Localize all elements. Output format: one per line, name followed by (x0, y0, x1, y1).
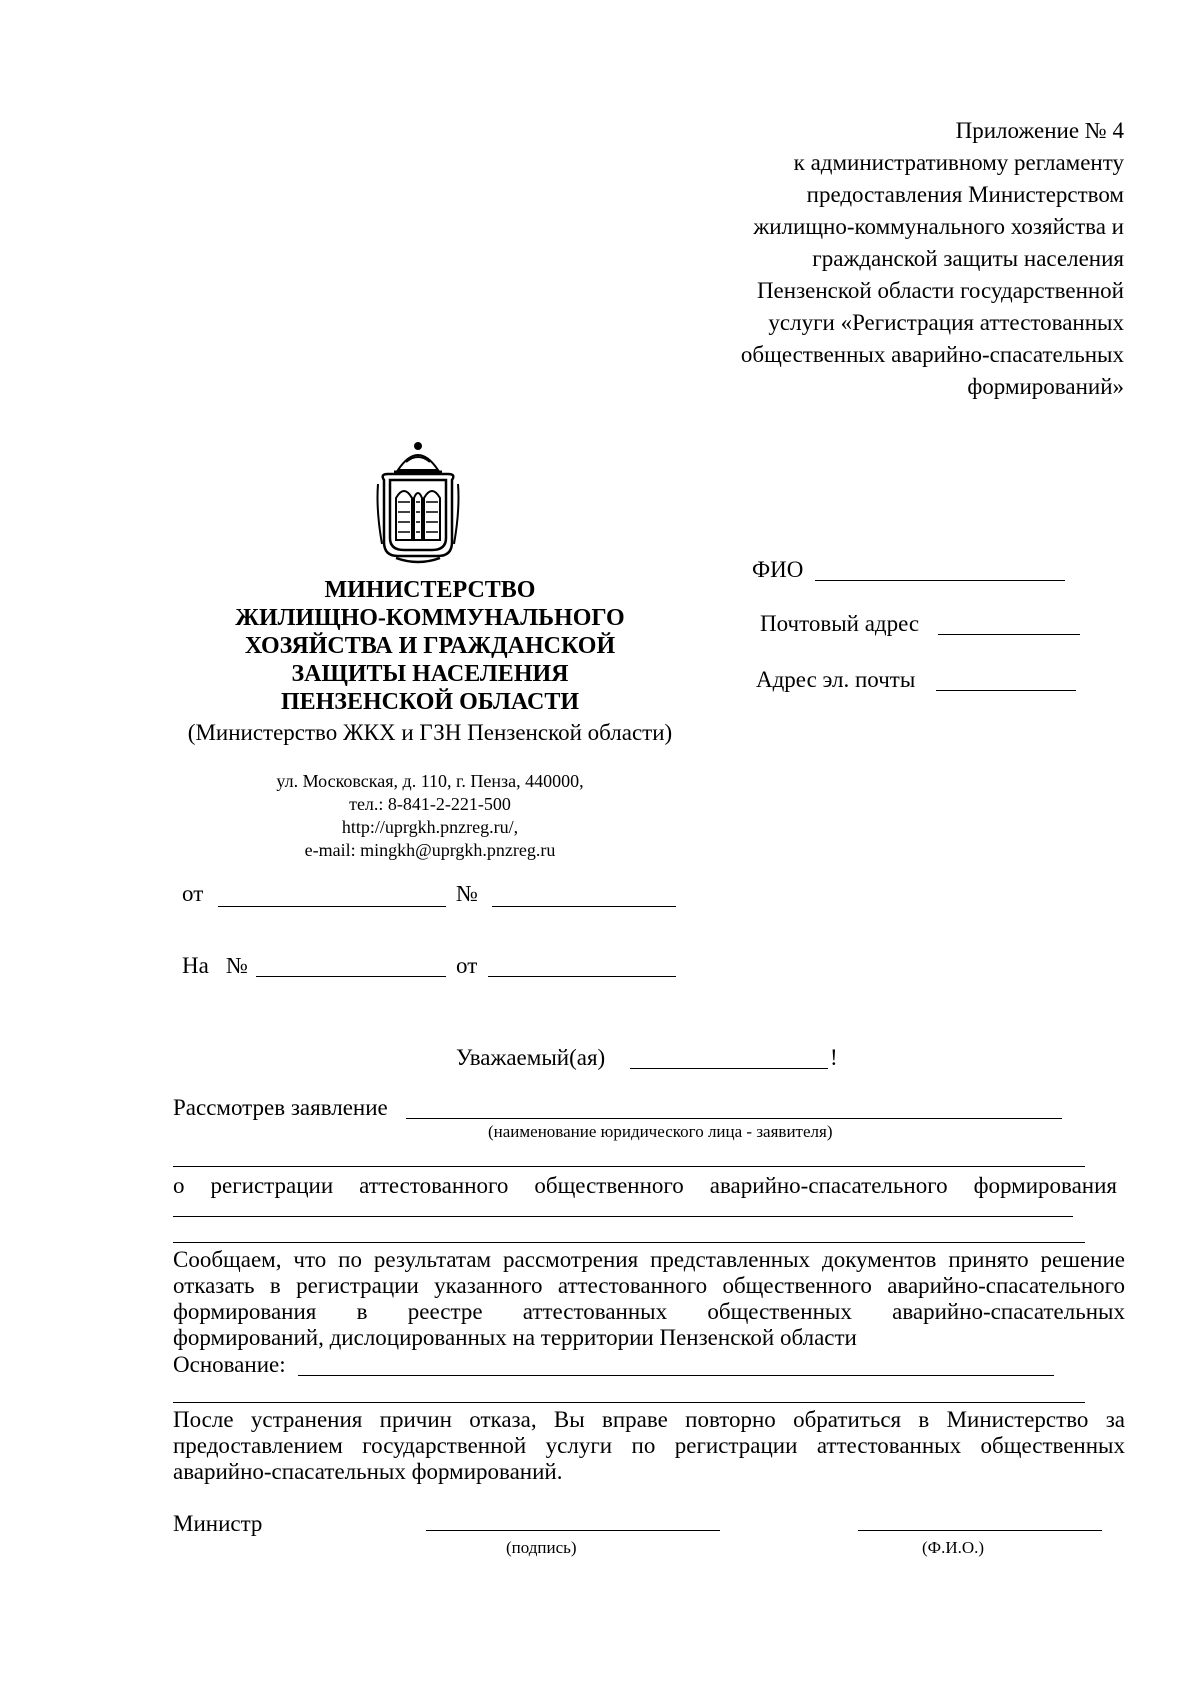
paragraph-line: Сообщаем, что по результатам рассмотрения представленных документов принято решение (173, 1247, 1125, 1272)
addressee-name-field[interactable] (630, 1068, 828, 1069)
subject-field-line[interactable] (173, 1216, 1073, 1217)
paragraph-line: аварийно-спасательных формирований. (173, 1459, 563, 1484)
signature-hint: (подпись) (506, 1538, 577, 1557)
minister-fio-hint: (Ф.И.О.) (922, 1538, 985, 1557)
applicant-name-field-continued[interactable] (173, 1166, 1085, 1167)
appendix-line: общественных аварийно-спасательных (740, 342, 1124, 367)
paragraph-line: формирования в реестре аттестованных общественных аварийно-спасательных (173, 1299, 1125, 1324)
contact-phone: тел.: 8-841-2-221-500 (349, 794, 511, 814)
subject-word: аттестованного (359, 1173, 509, 1198)
considered-application-label: Рассмотрев заявление (173, 1095, 388, 1120)
fio-field[interactable] (815, 580, 1065, 581)
subject-word: о (173, 1173, 185, 1198)
basis-label: Основание: (173, 1352, 286, 1377)
appendix-line: предоставления Министерством (806, 182, 1124, 207)
email-address-label: Адрес эл. почты (756, 667, 916, 692)
reply-to-number-field[interactable] (256, 976, 446, 977)
appendix-header (640, 115, 1124, 403)
ministry-name-line: ЖИЛИЩНО-КОММУНАЛЬНОГО (235, 605, 625, 631)
ministry-contacts (160, 770, 700, 862)
ministry-short-name: (Министерство ЖКХ и ГЗН Пензенской области) (187, 720, 673, 745)
ministry-name-line: ЗАЩИТЫ НАСЕЛЕНИЯ (291, 661, 569, 687)
greeting-label: Уважаемый(ая) (456, 1045, 606, 1070)
appendix-line: к административному регламенту (793, 150, 1124, 175)
contact-website: http://uprgkh.pnzreg.ru/, (341, 817, 519, 837)
basis-field-continued[interactable] (173, 1402, 1085, 1403)
basis-field[interactable] (298, 1375, 1054, 1376)
applicant-name-field[interactable] (406, 1118, 1062, 1119)
paragraph-line: После устранения причин отказа, Вы вправе повторно обратиться в Министерство за (173, 1407, 1125, 1432)
appendix-line: Пензенской области государственной (756, 278, 1124, 303)
applicant-name-hint: (наименование юридического лица - заявителя) (488, 1122, 833, 1141)
reapply-paragraph (173, 1407, 1125, 1485)
subject-word: формирования (973, 1173, 1117, 1198)
reply-to-label: На (182, 953, 209, 978)
ministry-name-line: ПЕНЗЕНСКОЙ ОБЛАСТИ (280, 689, 580, 715)
contact-email: e-mail: mingkh@uprgkh.pnzreg.ru (304, 840, 556, 860)
outgoing-number-field[interactable] (492, 906, 676, 907)
minister-fio-field[interactable] (858, 1530, 1102, 1531)
postal-address-field[interactable] (938, 634, 1080, 635)
postal-address-label: Почтовый адрес (760, 611, 920, 636)
paragraph-line: предоставлением государственной услуги по регистрации аттестованных общественных (173, 1433, 1125, 1458)
reply-to-number-label: № (226, 953, 248, 978)
appendix-line: гражданской защиты населения (812, 246, 1124, 271)
appendix-line: формирований» (967, 374, 1124, 399)
fio-label: ФИО (752, 557, 804, 582)
reply-to-date-label: от (456, 953, 478, 978)
subject-field-line[interactable] (173, 1242, 1085, 1243)
subject-word: регистрации (210, 1173, 334, 1198)
appendix-line: услуги «Регистрация аттестованных (768, 310, 1124, 335)
appendix-line: жилищно-коммунального хозяйства и (753, 214, 1124, 239)
signature-field[interactable] (426, 1530, 720, 1531)
refusal-paragraph (173, 1247, 1125, 1351)
registration-subject-line (173, 1172, 1117, 1199)
subject-word: общественного (534, 1173, 684, 1198)
subject-word: аварийно-спасательного (709, 1173, 948, 1198)
appendix-line: Приложение № 4 (955, 118, 1124, 143)
ministry-name-line: МИНИСТЕРСТВО (324, 577, 536, 603)
reply-to-date-field[interactable] (488, 976, 676, 977)
coat-of-arms-emblem (376, 440, 460, 566)
ministry-block (160, 576, 700, 748)
outgoing-number-label: № (456, 881, 478, 906)
contact-address: ул. Московская, д. 110, г. Пенза, 440000, (276, 771, 584, 791)
greeting-exclamation: ! (830, 1045, 838, 1070)
paragraph-line: формирований, дислоцированных на территории Пензенской области (173, 1325, 857, 1350)
outgoing-date-label: от (182, 881, 204, 906)
minister-label: Министр (173, 1511, 263, 1536)
paragraph-line: отказать в регистрации указанного аттестованного общественного аварийно-спасательного (173, 1273, 1125, 1298)
email-address-field[interactable] (936, 690, 1076, 691)
outgoing-date-field[interactable] (218, 906, 446, 907)
ministry-name-line: ХОЗЯЙСТВА И ГРАЖДАНСКОЙ (244, 633, 616, 659)
